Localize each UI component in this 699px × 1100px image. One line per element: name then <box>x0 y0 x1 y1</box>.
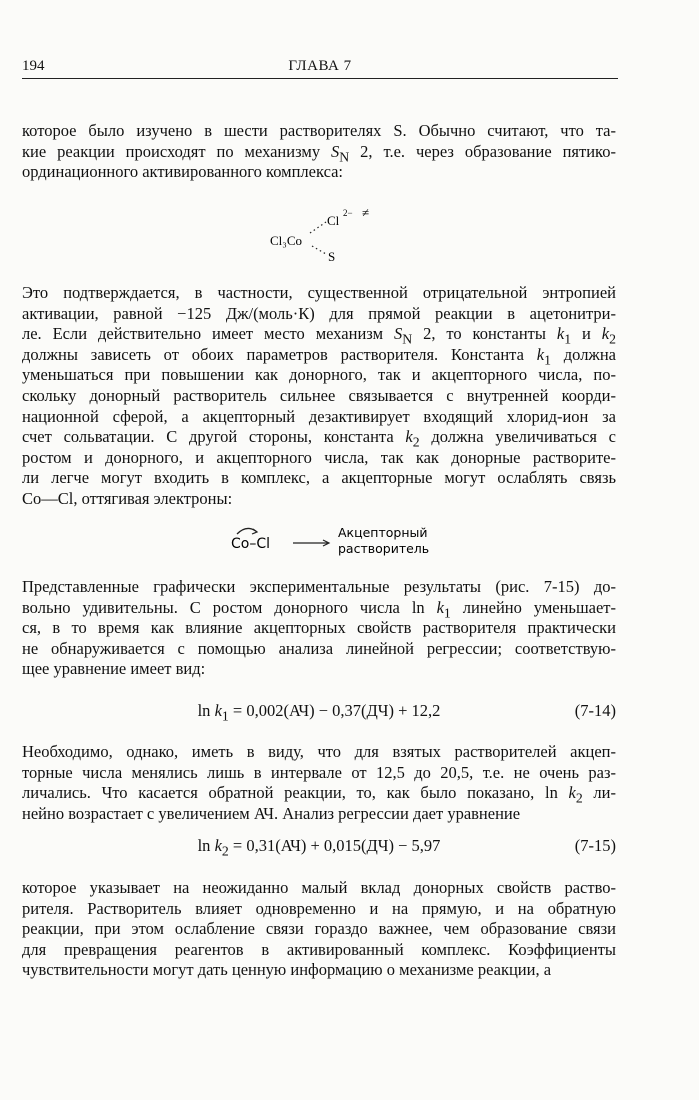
paragraph1-line: которое было изучено в шести растворителях S. Обычно считают, что та- <box>22 121 616 140</box>
paragraph-3 <box>22 577 616 680</box>
page-number: 194 <box>22 58 45 74</box>
paragraph2-line: уменьшаться при повышении как донорного, так и акцепторного числа, по- <box>22 365 616 385</box>
equation-7-14-number: (7-14) <box>574 701 616 720</box>
paragraph1-line: ординационного активированного комплекса: <box>22 162 344 182</box>
equation-7-14 <box>22 699 616 723</box>
paragraph-2 <box>22 283 616 510</box>
paragraph2-line: ростом и донорного, и акцепторного числа, так как донорные растворите- <box>22 447 616 467</box>
paragraph-4 <box>22 742 616 824</box>
paragraph5-line: которое указывает на неожиданно малый вклад донорных свойств раство- <box>22 878 616 897</box>
chapter-title: ГЛАВА 7 <box>288 58 352 74</box>
paragraph2-line: национной сферой, а акцепторный дезактивирует входящий хлорид-ион за <box>22 406 616 426</box>
paragraph-1 <box>22 121 616 183</box>
paragraph2-line: Co—Cl, оттягивая электроны: <box>22 488 233 508</box>
paragraph2-line: активации, равной −125 Дж/(моль·К) для прямой реакции в ацетонитри- <box>22 303 616 323</box>
paragraph3-line: щее уравнение имеет вид: <box>22 659 206 679</box>
complex-bottom-ligand: S <box>328 249 336 264</box>
paragraph4-line: личались. Что касается обратной реакции, то, как было показано, $\ln k_2$ ли- <box>22 783 616 806</box>
paragraph5-line: реакции, при этом ослабление связи гораздо важнее, чем образование связи <box>22 919 616 939</box>
equation-7-14-body: $\ln k_1 = 0,002(АЧ) - 0,37(ДЧ) + 12,2$ <box>197 701 441 724</box>
paragraph3-line: вольно удивительны. С ростом донорного числа $\ln k_1$ линейно уменьшает- <box>22 597 616 620</box>
complex-top-ligand: Cl <box>327 213 340 228</box>
bond-label: Co–Cl <box>231 536 271 552</box>
paragraph2-line: скольку донорный растворитель сильнее связывается с внутренней коорди- <box>22 385 616 405</box>
paragraph4-line: торные числа менялись лишь в интервале от 12,5 до 20,5, т.е. не очень раз- <box>22 762 616 782</box>
paragraph3-line: ся, в то время как влияние акцепторных свойств растворителя практически <box>22 618 616 638</box>
paragraph5-line: рителя. Растворитель влияет одновременно и на прямую, и на обратную <box>22 898 616 918</box>
paragraph2-line: ле. Если действительно имеет место механизм $S_N$ 2, то константы $k_1$ и $k_2$ <box>22 324 616 347</box>
solvent-label-line1: Акцепторный <box>338 525 428 540</box>
paragraph3-line: Представленные графически экспериментальные результаты (рис. 7-15) до- <box>22 577 616 596</box>
activated-complex-figure <box>260 200 400 270</box>
paragraph2-line: счет сольватации. С другой стороны, константа $k_2$ должна увеличиваться с <box>22 427 616 450</box>
paragraph-5 <box>22 878 616 981</box>
paragraph2-line: ли легче могут входить в комплекс, а акцепторные могут ослаблять связь <box>22 468 616 488</box>
solvent-label-line2: растворитель <box>338 541 430 556</box>
paragraph2-line: Это подтверждается, в частности, существенной отрицательной энтропией <box>22 283 616 302</box>
bond-polarization-scheme <box>225 518 445 562</box>
complex-charge: 2− <box>343 208 353 218</box>
equation-7-15-number: (7-15) <box>574 836 616 855</box>
equation-7-15 <box>22 834 616 858</box>
paragraph5-line: для превращения реагентов в активированный комплекс. Коэффициенты <box>22 939 616 959</box>
paragraph2-line: должны зависеть от обоих параметров растворителя. Константа $k_1$ должна <box>22 344 616 368</box>
paragraph1-line: кие реакции происходят по механизму $S_N$ 2, т.е. через образование пятико- <box>22 141 616 164</box>
paragraph4-line: нейно возрастает с увеличением АЧ. Анализ регрессии дает уравнение <box>22 803 521 823</box>
paragraph5-line: чувствительности могут дать ценную информацию о механизме реакции, а <box>22 960 552 980</box>
paragraph4-line: Необходимо, однако, иметь в виду, что для взятых растворителей акцеп- <box>22 742 616 761</box>
complex-transition-sign: ≠ <box>362 205 370 220</box>
header-rule <box>22 78 618 79</box>
paragraph3-line: не обнаруживается с помощью анализа линейной регрессии; соответствую- <box>22 638 616 658</box>
complex-group-label: Cl₃Co <box>270 233 302 248</box>
equation-7-15-body: $\ln k_2 = 0,31(АЧ) + 0,015(ДЧ) - 5,97$ <box>197 836 441 859</box>
